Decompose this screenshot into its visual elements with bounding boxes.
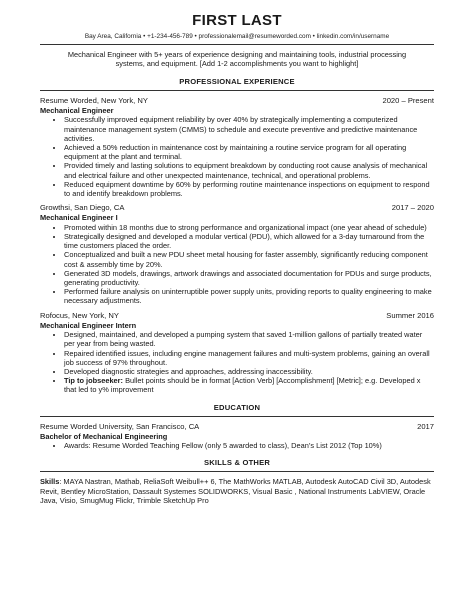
education-head <box>40 422 434 432</box>
experience-list <box>40 96 434 395</box>
job-bullets <box>40 115 434 198</box>
tip-label: Tip to jobseeker: <box>64 376 124 386</box>
job-bullet: • Promoted within 18 months due to strong performance and organizational impact (one year ahead of schedule) <box>64 223 434 232</box>
section-title-skills: SKILLS & OTHER <box>203 458 271 468</box>
job-bullet: • Developed diagnostic strategies and approaches, addressing inaccessibility. <box>64 367 434 376</box>
section-title-experience: PROFESSIONAL EXPERIENCE <box>179 76 295 86</box>
job-bullet: • Successfully improved equipment reliability by over 40% by strategically implementing a computerized maintenance management system (CMMS) to schedule and execute preventive and predictive maintenance activities. <box>64 115 434 143</box>
education-year: 2017 <box>417 421 434 431</box>
job-bullet: • Reduced equipment downtime by 60% by performing routine maintenance inspections on equipment to respond to and identify breakdown problems. <box>64 180 434 198</box>
summary: Mechanical Engineer with 5+ years of experience designing and maintaining tools, industrial processing systems, and equipment. [Add 1-2 accomplishments you want to highlight] <box>67 50 407 69</box>
job-company: Growthsi, San Diego, CA <box>40 203 125 213</box>
school-location: , San Francisco, CA <box>131 421 200 431</box>
job-bullet: • Designed, maintained, and developed a pumping system that saved 1-million gallons of partially treated water per year from being wasted. <box>64 330 434 348</box>
job-tip-bullet <box>64 376 434 394</box>
education-divider <box>40 416 434 417</box>
degree: Bachelor of Mechanical Engineering <box>40 431 168 441</box>
contact-line: Bay Area, California • +1-234-456-789 • professionalemail@resumeworded.com • linkedin.com/in/username <box>84 33 390 40</box>
job-bullet: • Performed failure analysis on uninterruptible power supply units, providing reports to quality engineering to make necessary adjustments. <box>64 287 434 305</box>
job-dates: Summer 2016 <box>386 310 434 320</box>
job-bullet: • Strategically designed and developed a modular vertical (PDU), which allowed for a 3-day turnaround from the time customers placed the order. <box>64 232 434 250</box>
school-name: Resume Worded University <box>40 421 132 431</box>
job-entry <box>40 96 434 198</box>
job-role: Mechanical Engineer Intern <box>40 320 137 330</box>
job-head <box>40 311 434 321</box>
job-head <box>40 203 434 213</box>
skills-paragraph <box>40 477 434 505</box>
job-company: Rofocus, New York, NY <box>40 310 119 320</box>
education-school-line <box>40 422 199 432</box>
job-head <box>40 96 434 106</box>
job-bullet: • Provided timely and lasting solutions to equipment breakdown by conducting root cause analysis of mechanical and electrical failure and other unexpected maintenance, technical, and operational problems. <box>64 161 434 179</box>
skills-divider <box>40 471 434 472</box>
job-dates: 2017 – 2020 <box>391 203 434 213</box>
education-bullet: • Awards: Resume Worded Teaching Fellow (only 5 awarded to class), Dean’s List 2012 (Top 10%) <box>64 441 434 450</box>
job-bullet: • Achieved a 50% reduction in maintenance cost by maintaining a routine service program for all operating equipment at the plant and terminal. <box>64 143 434 161</box>
experience-divider <box>40 90 434 91</box>
job-bullets <box>40 223 434 306</box>
job-bullet: • Conceptualized and built a new PDU sheet metal housing for faster assembly, significantly reducing component cost & assembly time by 20%. <box>64 250 434 268</box>
job-role: Mechanical Engineer <box>40 105 114 115</box>
job-company: Resume Worded, New York, NY <box>40 95 148 105</box>
header-divider <box>40 44 434 45</box>
job-role: Mechanical Engineer I <box>40 213 118 223</box>
job-bullet: • Generated 3D models, drawings, artwork drawings and associated documentation for PDUs and surge products, generating productivity. <box>64 269 434 287</box>
skills-text: : MAYA Nastran, Mathab, ReliaSoft Weibull++ 6, The MathWorks MATLAB, Autodesk AutoCAD Civil 3D, Autodesk Revit, Bentley MicroStation, Dassault Systemes SOLIDWORKS, Visual Basic , National Instruments LabVIEW, Oracle Java, Visio, SmugMug Flickr, Trimble SketchUp Pro <box>40 477 431 506</box>
section-title-education: EDUCATION <box>213 402 261 412</box>
candidate-name: FIRST LAST <box>192 12 282 29</box>
job-bullets <box>40 330 434 394</box>
job-dates: 2020 – Present <box>382 95 434 105</box>
education-bullets <box>40 441 434 450</box>
job-bullet: • Repaired identified issues, including engine management failures and multi-system problems, gaining an overall job success of 97% throughout. <box>64 349 434 367</box>
skills-label: Skills <box>40 477 60 487</box>
job-entry <box>40 311 434 395</box>
tip-text: Bullet points should be in format [Action Verb] [Accomplishment] [Metric]; e.g. Developed x that led to y% improvement <box>64 376 421 395</box>
job-entry <box>40 203 434 305</box>
education-entry <box>40 422 434 451</box>
